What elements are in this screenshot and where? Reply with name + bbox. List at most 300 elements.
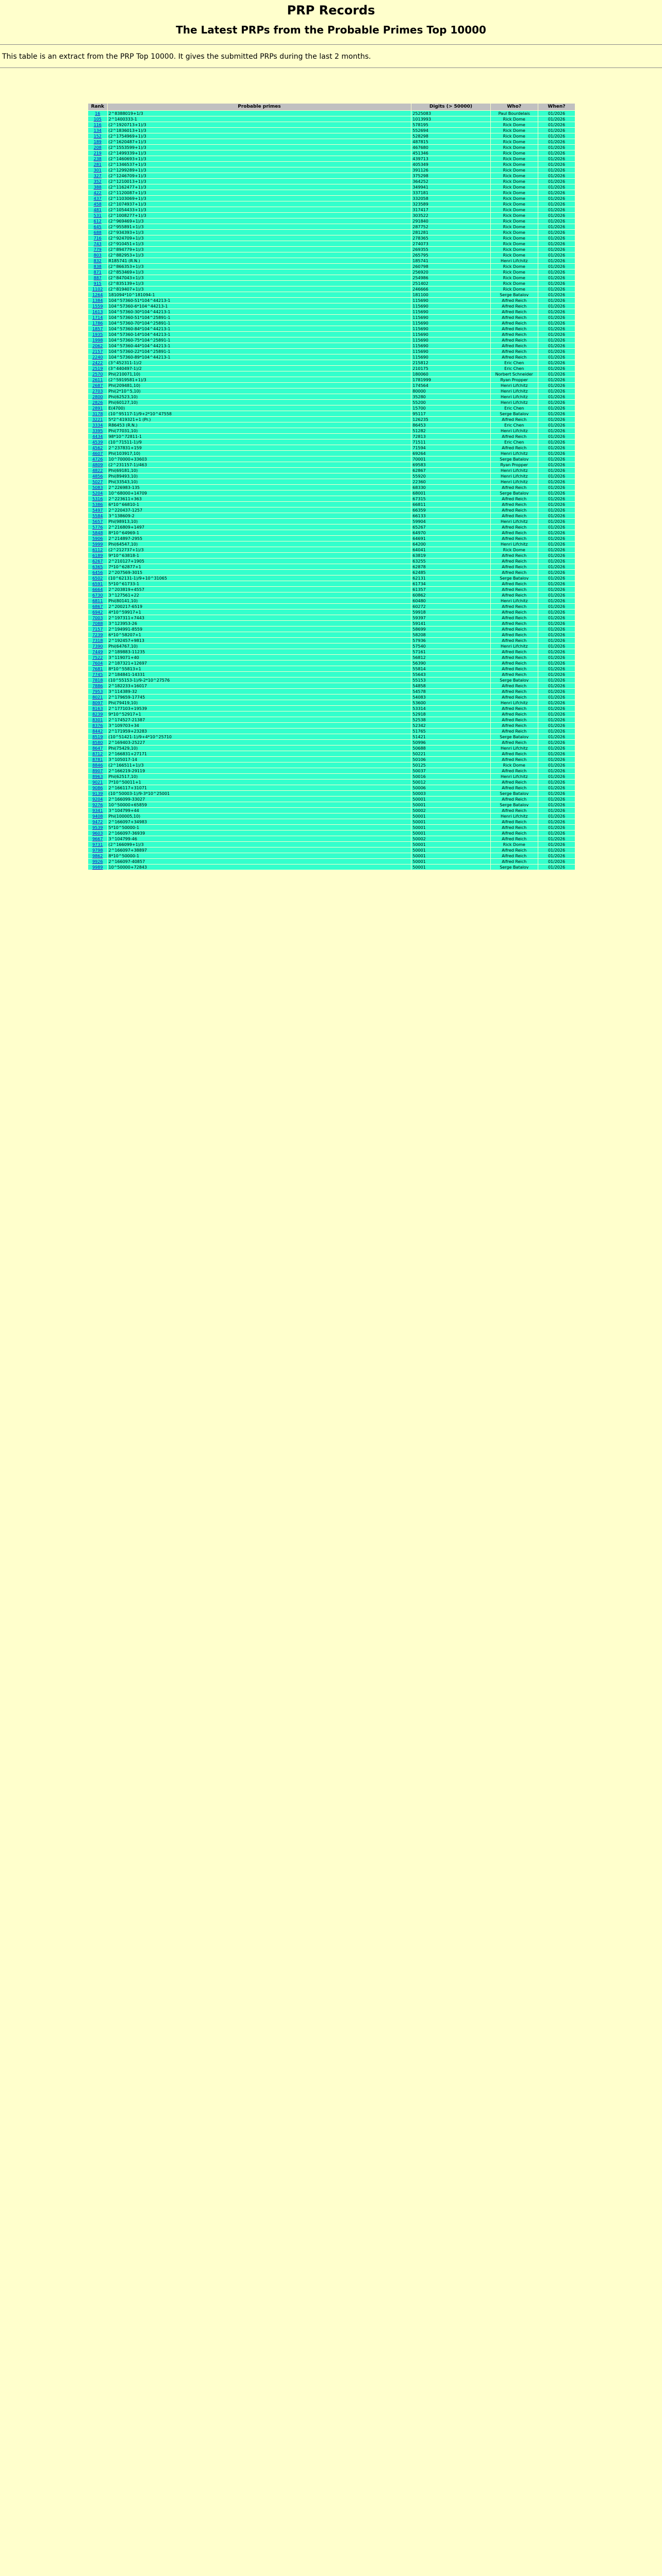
table-row bbox=[88, 252, 575, 258]
prime-cell: 9*10^52917+1 bbox=[108, 711, 411, 717]
who-cell: Rick Dome bbox=[491, 286, 538, 292]
when-cell: 01/2026 bbox=[538, 553, 575, 558]
rank-link[interactable]: 6267 bbox=[92, 558, 103, 564]
rank-cell bbox=[88, 842, 107, 847]
who-cell: Rick Dome bbox=[491, 162, 538, 167]
column-header-digits: Digits (> 50000) bbox=[411, 104, 490, 110]
who-cell: Rick Dome bbox=[491, 241, 538, 246]
rank-link[interactable]: 327 bbox=[93, 173, 102, 178]
who-cell: Alfred Reich bbox=[491, 609, 538, 615]
rank-link[interactable]: 645 bbox=[93, 224, 102, 229]
rank-link[interactable]: 7318 bbox=[92, 638, 103, 643]
rank-link[interactable]: 4434 bbox=[92, 434, 103, 439]
rank-link[interactable]: 7681 bbox=[92, 666, 103, 671]
rank-link[interactable]: 1264 bbox=[92, 292, 103, 297]
rank-cell bbox=[88, 434, 107, 439]
rank-link[interactable]: 7239 bbox=[92, 632, 103, 637]
rank-cell bbox=[88, 530, 107, 535]
table-row bbox=[88, 111, 575, 116]
rank-link[interactable]: 6867 bbox=[92, 604, 103, 609]
digits-cell: 115690 bbox=[411, 326, 490, 331]
who-cell: Alfred Reich bbox=[491, 808, 538, 813]
when-cell: 01/2026 bbox=[538, 224, 575, 229]
when-cell: 01/2026 bbox=[538, 394, 575, 399]
digits-cell: 51765 bbox=[411, 728, 490, 734]
prime-cell: (2^1054433+1)/3 bbox=[108, 207, 411, 212]
rank-link[interactable]: 437 bbox=[93, 196, 102, 201]
prime-cell: 10^68000+14709 bbox=[108, 490, 411, 496]
table-row bbox=[88, 745, 575, 751]
who-cell: Rick Dome bbox=[491, 224, 538, 229]
rank-link[interactable]: 5906 bbox=[92, 536, 103, 541]
rank-link[interactable]: 7604 bbox=[92, 660, 103, 666]
rank-link[interactable]: 8301 bbox=[92, 717, 103, 722]
prime-cell: 2^210127+1905 bbox=[108, 558, 411, 564]
rank-cell bbox=[88, 184, 107, 190]
when-cell: 01/2026 bbox=[538, 167, 575, 173]
rank-cell bbox=[88, 366, 107, 371]
table-row bbox=[88, 394, 575, 399]
table-row bbox=[88, 490, 575, 496]
rank-link[interactable]: 8963 bbox=[92, 774, 103, 779]
table-row bbox=[88, 264, 575, 269]
table-row bbox=[88, 349, 575, 354]
rank-link[interactable]: 352 bbox=[93, 179, 102, 184]
digits-cell: 364252 bbox=[411, 179, 490, 184]
rank-link[interactable]: 5027 bbox=[92, 479, 103, 484]
table-row bbox=[88, 445, 575, 450]
rank-link[interactable]: 238 bbox=[93, 156, 102, 161]
who-cell: Henri Lifchitz bbox=[491, 400, 538, 405]
rank-link[interactable]: 5776 bbox=[92, 524, 103, 530]
when-cell: 01/2026 bbox=[538, 281, 575, 286]
rank-link[interactable]: 9408 bbox=[92, 814, 103, 819]
prime-cell: (10^62131-1)/9+10^31065 bbox=[108, 575, 411, 581]
rank-link[interactable]: 6365 bbox=[92, 564, 103, 569]
rank-link[interactable]: 2157 bbox=[92, 349, 103, 354]
who-cell: Rick Dome bbox=[491, 247, 538, 252]
rank-link[interactable]: 3178 bbox=[92, 411, 103, 416]
when-cell: 01/2026 bbox=[538, 388, 575, 394]
rank-link[interactable]: 281 bbox=[93, 162, 102, 167]
digits-cell: 115690 bbox=[411, 309, 490, 314]
prime-cell: (10^50003-1)/9-3*10^25001 bbox=[108, 791, 411, 796]
digits-cell: 57161 bbox=[411, 649, 490, 654]
rank-link[interactable]: 7522 bbox=[92, 655, 103, 660]
rank-link[interactable]: 8846 bbox=[92, 762, 103, 768]
rank-link[interactable]: 481 bbox=[93, 207, 102, 212]
rank-link[interactable]: 116 bbox=[93, 122, 102, 127]
who-cell: Alfred Reich bbox=[491, 502, 538, 507]
rank-link[interactable]: 301 bbox=[93, 167, 102, 173]
rank-link[interactable]: 5083 bbox=[92, 485, 103, 490]
digits-cell: 51282 bbox=[411, 428, 490, 433]
table-row bbox=[88, 116, 575, 122]
rank-link[interactable]: 6942 bbox=[92, 609, 103, 615]
table-row bbox=[88, 230, 575, 235]
rank-link[interactable]: 6456 bbox=[92, 570, 103, 575]
table-row bbox=[88, 621, 575, 626]
rank-link[interactable]: 4562 bbox=[92, 445, 103, 450]
prime-cell: 2^166117+31071 bbox=[108, 785, 411, 790]
rank-link[interactable]: 388 bbox=[93, 184, 102, 190]
table-row bbox=[88, 173, 575, 178]
when-cell: 01/2026 bbox=[538, 366, 575, 371]
rank-link[interactable]: 6730 bbox=[92, 592, 103, 598]
rank-link[interactable]: 5848 bbox=[92, 530, 103, 535]
table-row bbox=[88, 638, 575, 643]
rank-link[interactable]: 4856 bbox=[92, 473, 103, 479]
rank-link[interactable]: 716 bbox=[93, 235, 102, 241]
rank-link[interactable]: 8239 bbox=[92, 711, 103, 717]
top-divider bbox=[0, 44, 662, 45]
when-cell: 01/2026 bbox=[538, 632, 575, 637]
table-row bbox=[88, 258, 575, 263]
digits-cell: 50002 bbox=[411, 836, 490, 841]
table-row bbox=[88, 400, 575, 405]
when-cell: 01/2026 bbox=[538, 360, 575, 365]
who-cell: Serge Batalov bbox=[491, 734, 538, 739]
who-cell: Rick Dome bbox=[491, 207, 538, 212]
rank-link[interactable]: 2240 bbox=[92, 354, 103, 360]
rank-link[interactable]: 1384 bbox=[92, 298, 103, 303]
rank-link[interactable]: 8021 bbox=[92, 694, 103, 700]
rank-link[interactable]: 838 bbox=[93, 264, 102, 269]
rank-link[interactable]: 9341 bbox=[92, 808, 103, 813]
table-row bbox=[88, 626, 575, 632]
rank-link[interactable]: 8781 bbox=[92, 757, 103, 762]
table-row bbox=[88, 162, 575, 167]
rank-link[interactable]: 8442 bbox=[92, 728, 103, 734]
table-row bbox=[88, 377, 575, 382]
rank-link[interactable]: 105 bbox=[93, 116, 102, 122]
rank-link[interactable]: 458 bbox=[93, 201, 102, 207]
when-cell: 01/2026 bbox=[538, 541, 575, 547]
rank-link[interactable]: 8907 bbox=[92, 768, 103, 773]
rank-cell bbox=[88, 570, 107, 575]
rank-link[interactable]: 5497 bbox=[92, 507, 103, 513]
table-row bbox=[88, 632, 575, 637]
prime-cell: Phi(100005,10) bbox=[108, 814, 411, 819]
who-cell: Alfred Reich bbox=[491, 694, 538, 700]
rank-link[interactable]: 9086 bbox=[92, 785, 103, 790]
when-cell: 01/2026 bbox=[538, 717, 575, 722]
rank-link[interactable]: 743 bbox=[93, 241, 102, 246]
when-cell: 01/2026 bbox=[538, 643, 575, 649]
rank-link[interactable]: 832 bbox=[93, 258, 102, 263]
who-cell: Henri Lifchitz bbox=[491, 541, 538, 547]
rank-link[interactable]: 6189 bbox=[92, 553, 103, 558]
when-cell: 01/2026 bbox=[538, 649, 575, 654]
rank-link[interactable]: 9204 bbox=[92, 796, 103, 802]
who-cell: Ryan Propper bbox=[491, 377, 538, 382]
prime-cell: 2^184841-14331 bbox=[108, 672, 411, 677]
table-row bbox=[88, 241, 575, 246]
rank-link[interactable]: 5316 bbox=[92, 496, 103, 501]
table-row bbox=[88, 865, 575, 870]
table-row bbox=[88, 819, 575, 824]
digits-cell: 50001 bbox=[411, 802, 490, 807]
when-cell: 01/2026 bbox=[538, 740, 575, 745]
rank-cell bbox=[88, 825, 107, 830]
rank-link[interactable]: 422 bbox=[93, 190, 102, 195]
rank-link[interactable]: 5584 bbox=[92, 513, 103, 518]
rank-link[interactable]: 9276 bbox=[92, 802, 103, 807]
table-row bbox=[88, 167, 575, 173]
rank-link[interactable]: 4607 bbox=[92, 451, 103, 456]
rank-cell bbox=[88, 241, 107, 246]
rank-cell bbox=[88, 711, 107, 717]
table-row bbox=[88, 309, 575, 314]
rank-link[interactable]: 8163 bbox=[92, 706, 103, 711]
rank-link[interactable]: 779 bbox=[93, 247, 102, 252]
who-cell: Rick Dome bbox=[491, 133, 538, 139]
rank-link[interactable]: 9926 bbox=[92, 859, 103, 864]
who-cell: Serge Batalov bbox=[491, 411, 538, 416]
rank-link[interactable]: 5386 bbox=[92, 502, 103, 507]
rank-link[interactable]: 8712 bbox=[92, 751, 103, 756]
rank-link[interactable]: 152 bbox=[93, 133, 102, 139]
rank-link[interactable]: 4539 bbox=[92, 439, 103, 445]
rank-link[interactable]: 915 bbox=[93, 281, 102, 286]
rank-link[interactable]: 9731 bbox=[92, 842, 103, 847]
rank-link[interactable]: 803 bbox=[93, 252, 102, 258]
who-cell: Alfred Reich bbox=[491, 553, 538, 558]
rank-link[interactable]: 8580 bbox=[92, 740, 103, 745]
rank-link[interactable]: 7953 bbox=[92, 689, 103, 694]
who-cell: Serge Batalov bbox=[491, 575, 538, 581]
digits-cell: 52342 bbox=[411, 723, 490, 728]
rank-link[interactable]: 4726 bbox=[92, 456, 103, 462]
rank-link[interactable]: 2826 bbox=[92, 400, 103, 405]
digits-cell: 50125 bbox=[411, 762, 490, 768]
rank-cell bbox=[88, 190, 107, 195]
rank-link[interactable]: 5999 bbox=[92, 541, 103, 547]
who-cell: Henri Lifchitz bbox=[491, 394, 538, 399]
table-row bbox=[88, 791, 575, 796]
rank-link[interactable]: 6112 bbox=[92, 547, 103, 552]
site-title: PRP Records bbox=[287, 3, 375, 18]
rank-cell bbox=[88, 524, 107, 530]
rank-link[interactable]: 9798 bbox=[92, 848, 103, 853]
who-cell: Rick Dome bbox=[491, 281, 538, 286]
rank-link[interactable]: 9989 bbox=[92, 865, 103, 870]
rank-link[interactable]: 9472 bbox=[92, 819, 103, 824]
rank-cell bbox=[88, 836, 107, 841]
rank-link[interactable]: 1998 bbox=[92, 337, 103, 343]
table-row bbox=[88, 655, 575, 660]
rank-cell bbox=[88, 162, 107, 167]
when-cell: 01/2026 bbox=[538, 621, 575, 626]
when-cell: 01/2026 bbox=[538, 609, 575, 615]
rank-link[interactable]: 9021 bbox=[92, 779, 103, 785]
rank-link[interactable]: 134 bbox=[93, 128, 102, 133]
digits-cell: 451346 bbox=[411, 150, 490, 156]
rank-link[interactable]: 7003 bbox=[92, 615, 103, 620]
rank-link[interactable]: 9862 bbox=[92, 853, 103, 858]
rank-link[interactable]: 2703 bbox=[92, 388, 103, 394]
rank-link[interactable]: 7088 bbox=[92, 621, 103, 626]
rank-link[interactable]: 9603 bbox=[92, 831, 103, 836]
digits-cell: 317417 bbox=[411, 207, 490, 212]
rank-link[interactable]: 1559 bbox=[92, 303, 103, 309]
rank-link[interactable]: 5204 bbox=[92, 490, 103, 496]
digits-cell: 50001 bbox=[411, 814, 490, 819]
table-row bbox=[88, 609, 575, 615]
rank-link[interactable]: 16 bbox=[95, 111, 101, 116]
rank-cell bbox=[88, 643, 107, 649]
rank-link[interactable]: 2422 bbox=[92, 360, 103, 365]
prime-cell: (2^847043+1)/3 bbox=[108, 275, 411, 280]
digits-cell: 86453 bbox=[411, 422, 490, 428]
when-cell: 01/2026 bbox=[538, 502, 575, 507]
rank-link[interactable]: 6591 bbox=[92, 581, 103, 586]
digits-cell: 62878 bbox=[411, 564, 490, 569]
rank-cell bbox=[88, 672, 107, 677]
rank-cell bbox=[88, 332, 107, 337]
rank-link[interactable]: 7745 bbox=[92, 672, 103, 677]
prime-cell: 2^214897-2955 bbox=[108, 536, 411, 541]
when-cell: 01/2026 bbox=[538, 660, 575, 666]
rank-link[interactable]: 8519 bbox=[92, 734, 103, 739]
rank-cell bbox=[88, 490, 107, 496]
when-cell: 01/2026 bbox=[538, 462, 575, 467]
rank-link[interactable]: 688 bbox=[93, 230, 102, 235]
when-cell: 01/2026 bbox=[538, 468, 575, 473]
rank-link[interactable]: 1102 bbox=[92, 286, 103, 292]
table-row bbox=[88, 371, 575, 377]
digits-cell: 528298 bbox=[411, 133, 490, 139]
rank-link[interactable]: 9139 bbox=[92, 791, 103, 796]
rank-cell bbox=[88, 286, 107, 292]
who-cell: Henri Lifchitz bbox=[491, 468, 538, 473]
rank-link[interactable]: 1714 bbox=[92, 315, 103, 320]
rank-link[interactable]: 1935 bbox=[92, 332, 103, 337]
digits-cell: 337181 bbox=[411, 190, 490, 195]
rank-link[interactable]: 8097 bbox=[92, 700, 103, 705]
rank-link[interactable]: 887 bbox=[93, 275, 102, 280]
table-row bbox=[88, 496, 575, 501]
rank-link[interactable]: 6811 bbox=[92, 598, 103, 603]
when-cell: 01/2026 bbox=[538, 156, 575, 161]
who-cell: Rick Dome bbox=[491, 762, 538, 768]
rank-link[interactable]: 1857 bbox=[92, 326, 103, 331]
who-cell: Ryan Propper bbox=[491, 462, 538, 467]
digits-cell: 115690 bbox=[411, 343, 490, 348]
when-cell: 01/2026 bbox=[538, 530, 575, 535]
table-row bbox=[88, 366, 575, 371]
who-cell: Serge Batalov bbox=[491, 490, 538, 496]
who-cell: Alfred Reich bbox=[491, 831, 538, 836]
rank-link[interactable]: 4809 bbox=[92, 462, 103, 467]
when-cell: 01/2026 bbox=[538, 343, 575, 348]
rank-link[interactable]: 9539 bbox=[92, 825, 103, 830]
rank-link[interactable]: 7157 bbox=[92, 626, 103, 632]
rank-link[interactable]: 3221 bbox=[92, 417, 103, 422]
prime-cell: 3^138609-2 bbox=[108, 513, 411, 518]
table-row bbox=[88, 723, 575, 728]
rank-cell bbox=[88, 258, 107, 263]
rank-cell bbox=[88, 615, 107, 620]
prime-cell: (2^1008277+1)/3 bbox=[108, 213, 411, 218]
prp-table-container bbox=[88, 103, 575, 870]
table-row bbox=[88, 683, 575, 688]
rank-link[interactable]: 2800 bbox=[92, 394, 103, 399]
rank-cell bbox=[88, 700, 107, 705]
rank-cell bbox=[88, 814, 107, 819]
who-cell: Rick Dome bbox=[491, 128, 538, 133]
rank-cell bbox=[88, 349, 107, 354]
table-row bbox=[88, 235, 575, 241]
when-cell: 01/2026 bbox=[538, 814, 575, 819]
prime-cell: 2^166831+27171 bbox=[108, 751, 411, 756]
table-row bbox=[88, 643, 575, 649]
rank-link[interactable]: 6502 bbox=[92, 575, 103, 581]
rank-link[interactable]: 2062 bbox=[92, 343, 103, 348]
prime-cell: 104^57360-75*104^25891-1 bbox=[108, 337, 411, 343]
rank-link[interactable]: 2611 bbox=[92, 377, 103, 382]
rank-cell bbox=[88, 609, 107, 615]
rank-cell bbox=[88, 360, 107, 365]
table-row bbox=[88, 553, 575, 558]
rank-link[interactable]: 4822 bbox=[92, 468, 103, 473]
rank-link[interactable]: 612 bbox=[93, 218, 102, 224]
rank-link[interactable]: 2687 bbox=[92, 383, 103, 388]
who-cell: Eric Chen bbox=[491, 422, 538, 428]
rank-link[interactable]: 2570 bbox=[92, 371, 103, 377]
rank-link[interactable]: 871 bbox=[93, 269, 102, 275]
rank-link[interactable]: 5657 bbox=[92, 519, 103, 524]
digits-cell: 70001 bbox=[411, 456, 490, 462]
rank-cell bbox=[88, 479, 107, 484]
rank-link[interactable]: 3395 bbox=[92, 428, 103, 433]
when-cell: 01/2026 bbox=[538, 496, 575, 501]
digits-cell: 269355 bbox=[411, 247, 490, 252]
rank-link[interactable]: 189 bbox=[93, 139, 102, 144]
who-cell: Alfred Reich bbox=[491, 655, 538, 660]
rank-link[interactable]: 8376 bbox=[92, 723, 103, 728]
rank-link[interactable]: 8647 bbox=[92, 745, 103, 751]
rank-link[interactable]: 9667 bbox=[92, 836, 103, 841]
rank-link[interactable]: 7449 bbox=[92, 649, 103, 654]
rank-link[interactable]: 2891 bbox=[92, 405, 103, 411]
rank-link[interactable]: 1613 bbox=[92, 309, 103, 314]
rank-link[interactable]: 7390 bbox=[92, 643, 103, 649]
rank-link[interactable]: 1786 bbox=[92, 320, 103, 326]
prime-cell: 2^197311+7443 bbox=[108, 615, 411, 620]
rank-link[interactable]: 219 bbox=[93, 150, 102, 156]
rank-link[interactable]: 2519 bbox=[92, 366, 103, 371]
rank-cell bbox=[88, 592, 107, 598]
rank-link[interactable]: 208 bbox=[93, 145, 102, 150]
rank-link[interactable]: 7818 bbox=[92, 677, 103, 683]
rank-link[interactable]: 7886 bbox=[92, 683, 103, 688]
when-cell: 01/2026 bbox=[538, 150, 575, 156]
rank-cell bbox=[88, 626, 107, 632]
rank-link[interactable]: 531 bbox=[93, 213, 102, 218]
who-cell: Alfred Reich bbox=[491, 507, 538, 513]
rank-cell bbox=[88, 371, 107, 377]
table-row bbox=[88, 853, 575, 858]
who-cell: Alfred Reich bbox=[491, 524, 538, 530]
rank-link[interactable]: 6664 bbox=[92, 587, 103, 592]
rank-cell bbox=[88, 462, 107, 467]
rank-cell bbox=[88, 598, 107, 603]
table-row bbox=[88, 689, 575, 694]
when-cell: 01/2026 bbox=[538, 173, 575, 178]
when-cell: 01/2026 bbox=[538, 315, 575, 320]
rank-link[interactable]: 3334 bbox=[92, 422, 103, 428]
